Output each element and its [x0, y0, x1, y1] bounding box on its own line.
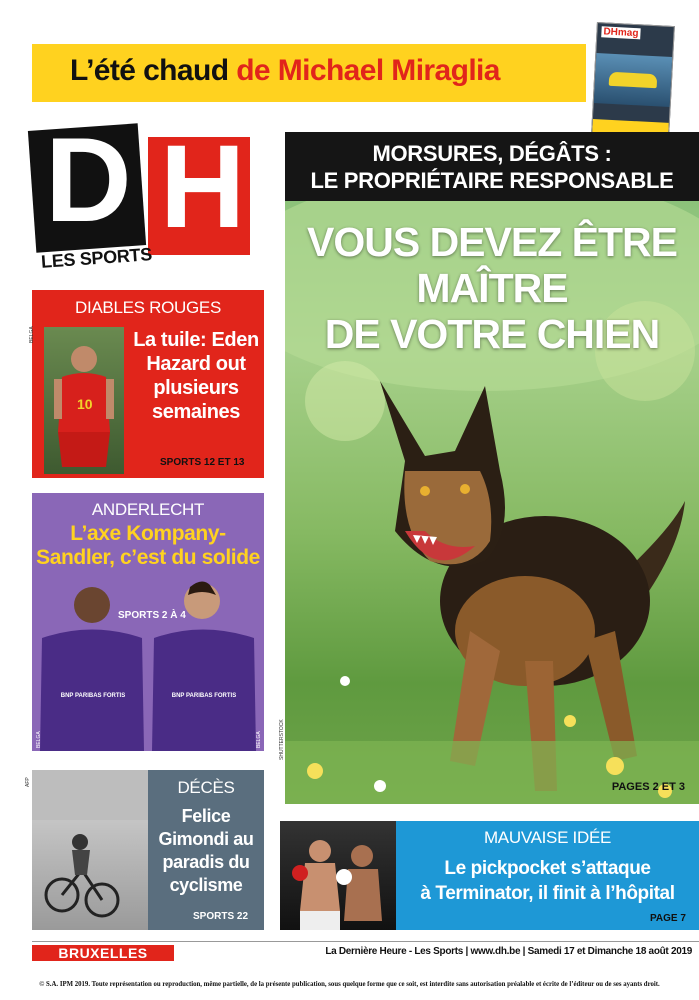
magazine-cover-thumbnail[interactable]	[591, 22, 675, 138]
anderlecht-pages: SPORTS 2 À 4	[118, 610, 186, 621]
main-header-line-1: MORSURES, DÉGÂTS :	[372, 141, 612, 166]
hazard-photo	[44, 327, 124, 474]
issue-info: La Dernière Heure - Les Sports | www.dh.be | Samedi 17 et Dimanche 18 août 2019	[325, 946, 692, 957]
pickpocket-pages: PAGE 7	[650, 913, 686, 924]
photo-credit: BELGA	[256, 731, 262, 748]
jet-ski-shape	[609, 72, 658, 88]
fighters-photo	[280, 821, 396, 930]
gimondi-pages: SPORTS 22	[193, 911, 249, 922]
region-badge: BRUXELLES	[32, 945, 174, 961]
top-banner-highlight: de Michael Miraglia	[236, 54, 500, 87]
footer-divider	[32, 941, 699, 942]
main-story-pages: PAGES 2 ET 3	[611, 781, 685, 793]
main-story-photo[interactable]	[285, 201, 699, 804]
top-banner-headline	[70, 54, 500, 88]
pickpocket-kicker: MAUVAISE IDÉE	[483, 828, 612, 847]
pickpocket-title-line-2: à Terminator, il finit à l’hôpital	[420, 883, 675, 904]
main-story-header[interactable]	[285, 132, 699, 202]
diables-title: La tuile: Eden Hazard out plusieurs semaines	[133, 329, 259, 423]
photo-credit: AFP	[25, 777, 31, 787]
logo-letter-h: H	[160, 121, 246, 253]
diables-kicker: DIABLES ROUGES	[74, 298, 221, 317]
main-header-line-2: LE PROPRIÉTAIRE RESPONSABLE	[310, 168, 674, 193]
logo-letter-d: D	[45, 113, 132, 247]
sponsor-label-1: BNP PARIBAS FORTIS	[60, 693, 126, 699]
pickpocket-title	[396, 856, 699, 906]
top-banner[interactable]	[32, 44, 586, 102]
main-title-line-3: DE VOTRE CHIEN	[324, 311, 660, 357]
photo-credit: SHUTTERSTOCK	[279, 719, 285, 760]
anderlecht-kicker: ANDERLECHT	[91, 500, 205, 519]
anderlecht-title: L’axe Kompany-Sandler, c’est du solide	[36, 522, 260, 569]
gimondi-photo	[32, 770, 148, 930]
photo-credit: BELGA	[29, 326, 35, 343]
logo-subtitle: LES SPORTS	[40, 244, 153, 272]
jersey-number: 10	[77, 396, 93, 412]
pickpocket-title-line-1: Le pickpocket s’attaque	[444, 858, 651, 879]
gimondi-title: Felice Gimondi au paradis du cyclisme	[158, 806, 254, 895]
diables-pages: SPORTS 12 ET 13	[160, 457, 245, 468]
photo-credit: BELGA	[36, 731, 42, 748]
top-banner-lead: L’été chaud	[70, 54, 237, 87]
gimondi-kicker: DÉCÈS	[177, 778, 235, 797]
sponsor-label-2: BNP PARIBAS FORTIS	[171, 693, 237, 699]
main-title-line-1: VOUS DEVEZ ÊTRE	[306, 219, 677, 265]
magazine-logo: DHmag	[603, 26, 639, 40]
main-title-line-2: MAÎTRE	[416, 265, 568, 311]
copyright-notice: © S.A. IPM 2019. Toute représentation ou reproduction, même partielle, de la présente publication, sous quelque forme que ce soit, est interdite sans autorisation préalable et écrite de l’éditeur ou de ses ayants droit.	[39, 981, 660, 988]
